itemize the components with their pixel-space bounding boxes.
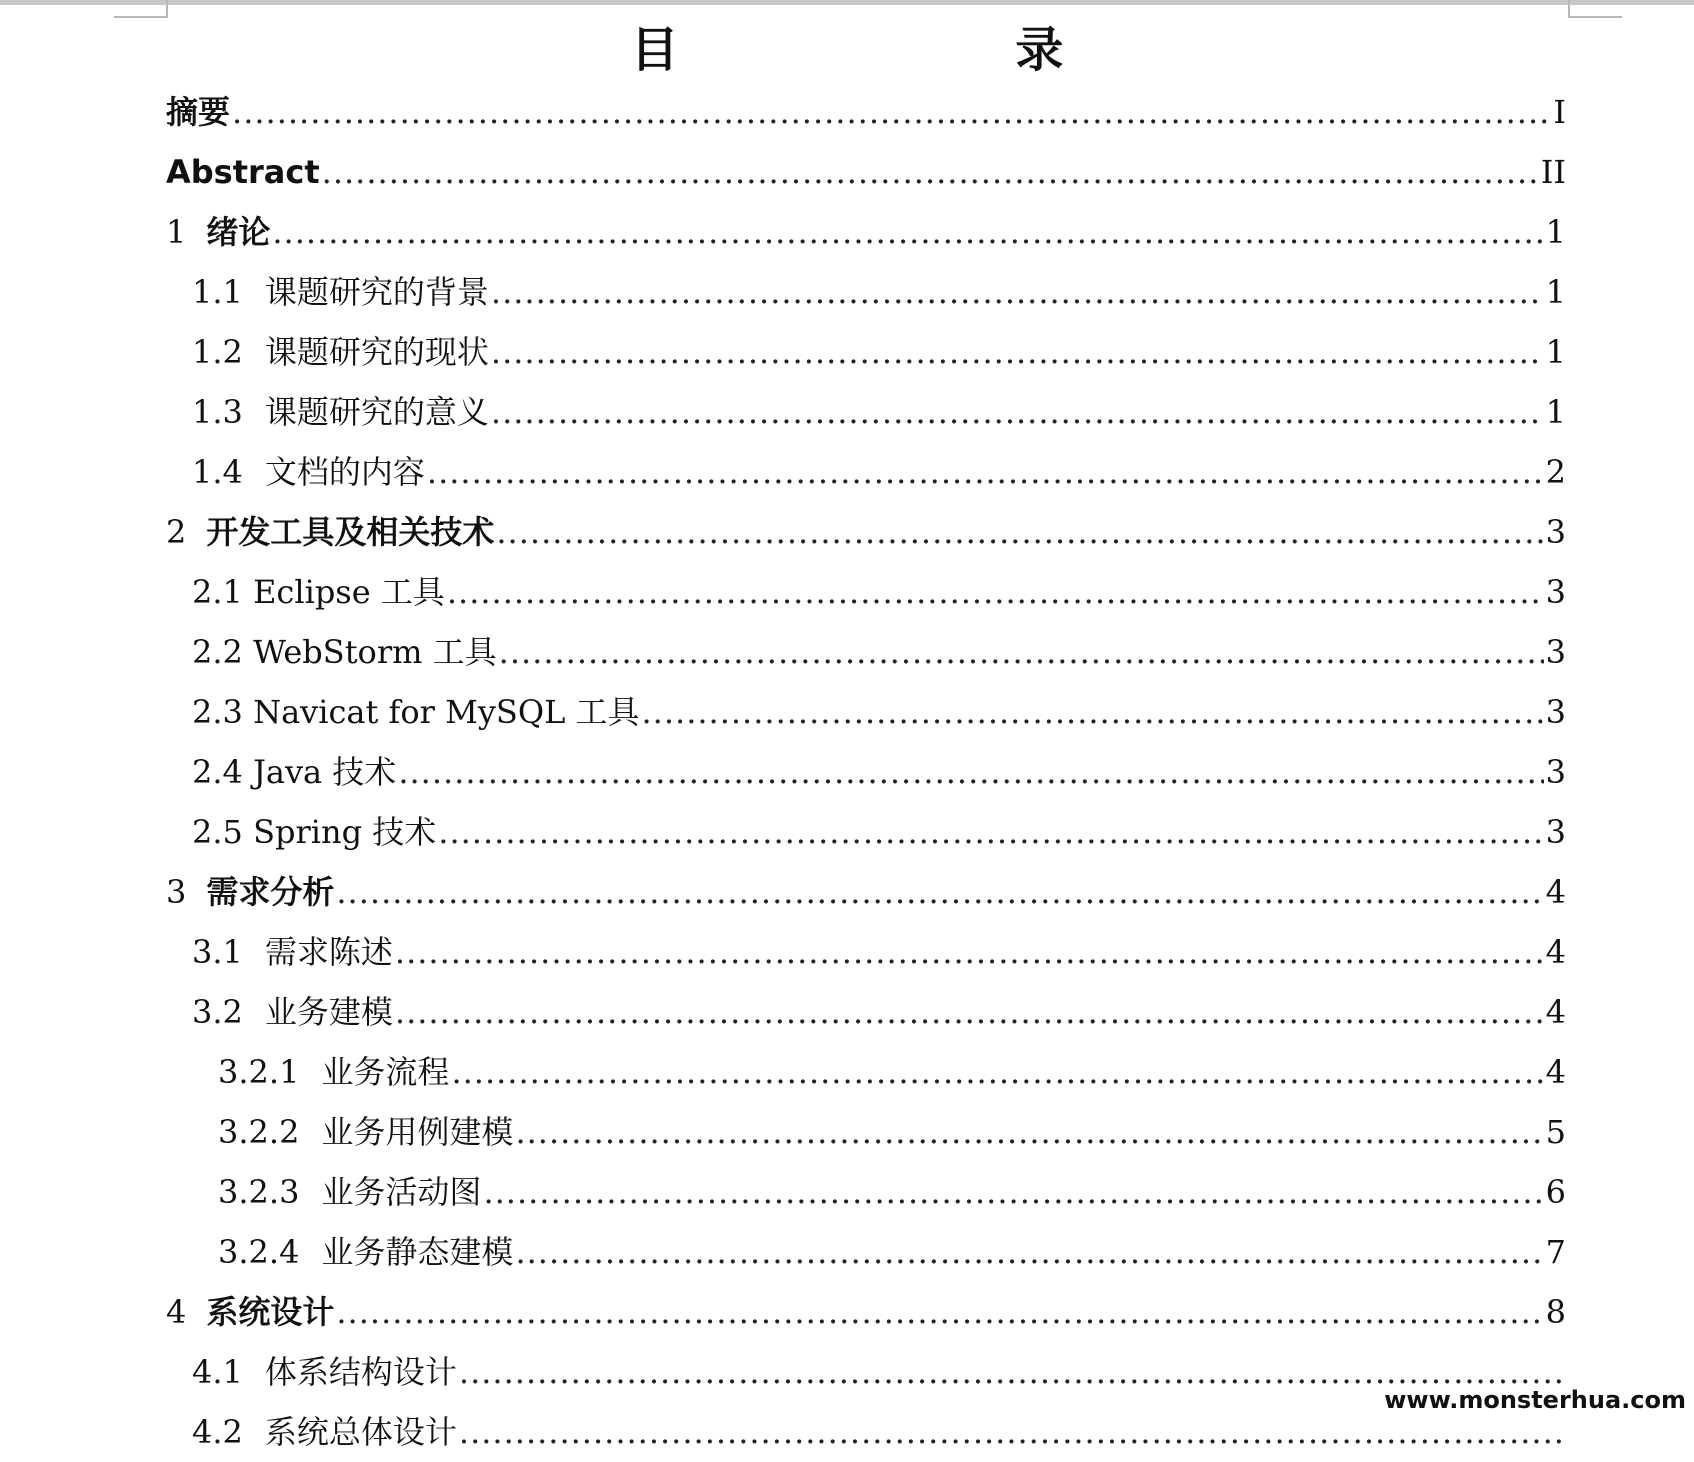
toc-entry-number: 1.2 <box>192 333 243 371</box>
toc-dot-leader <box>395 922 1544 982</box>
toc-entry[interactable] <box>166 1042 1566 1102</box>
toc-entry-number: 4 <box>166 1293 187 1331</box>
toc-entry-number: 1.3 <box>192 393 243 431</box>
toc-dot-leader <box>491 382 1544 442</box>
toc-dot-leader <box>451 1042 1543 1102</box>
toc-dot-leader <box>336 862 1543 922</box>
toc-entry[interactable] <box>166 82 1566 142</box>
toc-entry-title: 课题研究的现状 <box>264 333 489 371</box>
toc-dot-leader <box>491 262 1544 322</box>
toc-entry-number: 3.2 <box>192 993 243 1031</box>
toc-dot-leader <box>496 502 1543 562</box>
toc-entry-page: 3 <box>1545 633 1566 671</box>
toc-entry-page: 3 <box>1545 813 1566 851</box>
toc-entry-title: 系统总体设计 <box>264 1413 457 1451</box>
toc-entry-page: 8 <box>1545 1293 1566 1331</box>
toc-entry-title: 业务建模 <box>264 993 393 1031</box>
toc-entry-page: I <box>1553 93 1566 131</box>
toc-entry[interactable] <box>166 382 1566 442</box>
toc-entry[interactable] <box>166 922 1566 982</box>
toc-entry[interactable] <box>166 682 1566 742</box>
toc-entry-page: 1 <box>1545 333 1566 371</box>
toc-entry-number: 3.2.4 <box>218 1233 300 1271</box>
toc-entry-number: 3.2.3 <box>218 1173 300 1211</box>
toc-entry[interactable] <box>166 562 1566 622</box>
toc-dot-leader <box>447 562 1544 622</box>
toc-entry-title: 业务用例建模 <box>321 1113 514 1151</box>
toc-dot-leader <box>515 1102 1543 1162</box>
toc-entry-page: 5 <box>1545 1113 1566 1151</box>
toc-entry-title: 业务活动图 <box>321 1173 482 1211</box>
toc-entry-title: 需求陈述 <box>264 933 393 971</box>
toc-entry-page: II <box>1540 153 1566 191</box>
toc-dot-leader <box>398 742 1543 802</box>
page-top-edge <box>0 0 1694 5</box>
toc-dot-leader <box>395 982 1544 1042</box>
watermark: www.monsterhua.com <box>1380 1384 1690 1416</box>
toc-entry-number: 3 <box>166 873 187 911</box>
toc-entry-title: 系统设计 <box>206 1293 335 1331</box>
toc-entry[interactable] <box>166 802 1566 862</box>
toc-entry[interactable] <box>166 1102 1566 1162</box>
toc-entry-title: Abstract <box>166 153 320 191</box>
toc-entry-page: 4 <box>1545 993 1566 1031</box>
toc-entry-page: 3 <box>1545 693 1566 731</box>
toc-entry[interactable] <box>166 622 1566 682</box>
toc-title: 目 录 <box>630 22 1224 78</box>
toc-entry-title: 需求分析 <box>206 873 335 911</box>
toc-entry[interactable] <box>166 1162 1566 1222</box>
table-of-contents <box>166 82 1566 1462</box>
toc-entry-page: 3 <box>1545 753 1566 791</box>
toc-entry-page: 3 <box>1545 573 1566 611</box>
toc-dot-leader <box>322 142 1539 202</box>
toc-entry-title: 业务静态建模 <box>321 1233 514 1271</box>
toc-entry[interactable] <box>166 322 1566 382</box>
toc-entry-title: 开发工具及相关技术 <box>206 513 495 551</box>
toc-entry-title: 2.5 Spring 技术 <box>192 813 437 851</box>
toc-dot-leader <box>336 1282 1543 1342</box>
toc-entry-page: 4 <box>1545 933 1566 971</box>
toc-dot-leader <box>438 802 1543 862</box>
toc-entry-page: 7 <box>1545 1233 1566 1271</box>
toc-entry[interactable] <box>166 982 1566 1042</box>
toc-entry-title: 文档的内容 <box>264 453 425 491</box>
toc-entry[interactable] <box>166 202 1566 262</box>
toc-entry-page: 3 <box>1545 513 1566 551</box>
toc-entry-title: 业务流程 <box>321 1053 450 1091</box>
toc-dot-leader <box>499 622 1544 682</box>
toc-entry-title: 绪论 <box>206 213 271 251</box>
toc-dot-leader <box>272 202 1543 262</box>
toc-entry[interactable] <box>166 262 1566 322</box>
toc-entry-title: 课题研究的背景 <box>264 273 489 311</box>
toc-entry[interactable] <box>166 502 1566 562</box>
toc-entry[interactable] <box>166 742 1566 802</box>
toc-entry[interactable] <box>166 442 1566 502</box>
toc-entry-number: 1 <box>166 213 187 251</box>
toc-entry-title: 2.1 Eclipse 工具 <box>192 573 445 611</box>
toc-entry-title: 2.3 Navicat for MySQL 工具 <box>192 693 640 731</box>
toc-entry-number: 3.2.1 <box>218 1053 300 1091</box>
toc-entry-page: 6 <box>1545 1173 1566 1211</box>
toc-dot-leader <box>515 1222 1543 1282</box>
toc-entry-title: 体系结构设计 <box>264 1353 457 1391</box>
toc-entry-number: 3.2.2 <box>218 1113 300 1151</box>
toc-entry[interactable] <box>166 1282 1566 1342</box>
toc-dot-leader <box>491 322 1544 382</box>
toc-dot-leader <box>642 682 1544 742</box>
toc-dot-leader <box>427 442 1544 502</box>
toc-entry-number: 1.1 <box>192 273 243 311</box>
toc-entry-page: 4 <box>1545 873 1566 911</box>
toc-entry-title: 2.2 WebStorm 工具 <box>192 633 497 671</box>
toc-entry-page: 1 <box>1545 273 1566 311</box>
toc-entry-page: 4 <box>1545 1053 1566 1091</box>
toc-entry-title: 课题研究的意义 <box>264 393 489 431</box>
toc-entry-page: 1 <box>1545 393 1566 431</box>
toc-entry-number: 3.1 <box>192 933 243 971</box>
toc-entry-number: 4.2 <box>192 1413 243 1451</box>
toc-entry-title: 摘要 <box>166 93 231 131</box>
toc-entry[interactable] <box>166 1402 1566 1462</box>
toc-entry[interactable] <box>166 142 1566 202</box>
toc-entry-number: 4.1 <box>192 1353 243 1391</box>
toc-entry[interactable] <box>166 1342 1566 1402</box>
toc-entry[interactable] <box>166 1222 1566 1282</box>
toc-entry[interactable] <box>166 862 1566 922</box>
toc-dot-leader <box>483 1162 1543 1222</box>
toc-entry-number: 2 <box>166 513 187 551</box>
toc-dot-leader <box>232 82 1551 142</box>
toc-entry-title: 2.4 Java 技术 <box>192 753 397 791</box>
toc-entry-number: 1.4 <box>192 453 243 491</box>
toc-entry-page: 2 <box>1545 453 1566 491</box>
toc-entry-page: 1 <box>1545 213 1566 251</box>
